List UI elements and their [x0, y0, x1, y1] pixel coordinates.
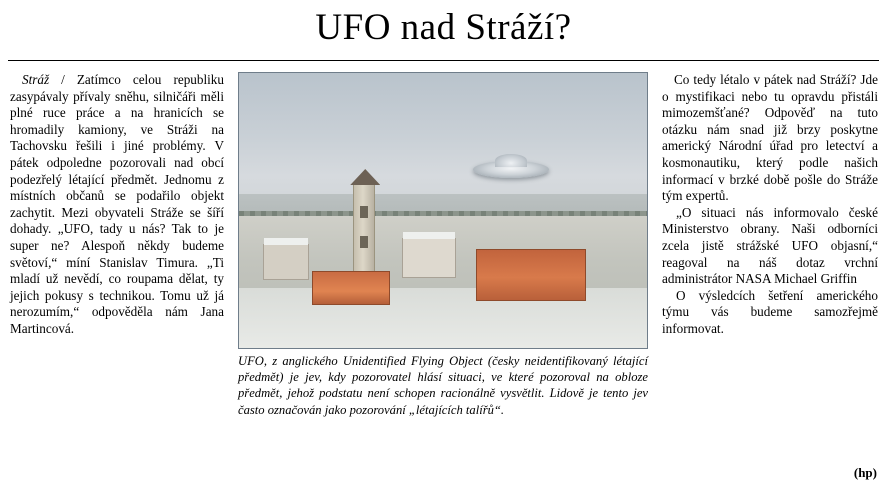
right-column-paragraph-2: „O situaci nás informovalo české Ministerstvo obrany. Naši odborníci zcela jistě strážské UFO objasní,“ reagoval na náš dotaz vrchní administrátor NASA Michael Griffin	[662, 204, 878, 287]
tower-window	[360, 206, 368, 218]
page-title: UFO nad Stráží?	[315, 7, 572, 48]
byline: (hp)	[853, 465, 877, 480]
right-column-paragraph-3: O výsledcích šetření amerického týmu vás budeme samozřejmě informovat.	[662, 287, 878, 336]
left-column-paragraph: Stráž / Zatímco celou republiku zasypávaly přívaly sněhu, silničáři měli plné ruce práce a na hranicích se hromadily kamiony, ve Stráži na Tachovsku řešili i jiné problémy. V pátek odpoledne pozorovali nad obcí podezřelý létající předmět. Jednomu z místních občanů se podařilo objekt zachytit. Mezi obyvateli Stráže se šíří dohady. „UFO, tady u nás? Tak to je super ne? Alespoň někdy budeme světoví,“ míní Stanislav Timura. „Ti mladí už nevědí, co roupama dělat, ty jejich pokusy s technikou. Tomu už já nerozumím,“ odpověděla nám Jana Martincová.	[10, 72, 224, 336]
article-right-column	[662, 72, 878, 338]
right-column-paragraph-1: Co tedy létalo v pátek nad Stráží? Jde o mystifikaci nebo tu opravdu přistáli mimozemšťané? Odpověď na tuto otázku nám snad již brzy poskytne americký Národní úřad pro letectví a kosmonautiku, který podle našich informací v brzké době pošle do Stráže tým expertů.	[662, 72, 878, 204]
red-roof-building-right	[476, 249, 586, 301]
ufo-photograph	[238, 72, 648, 349]
tower-window	[360, 236, 368, 248]
article-left-column	[10, 72, 224, 338]
figure-caption: UFO, z anglického Unidentified Flying Object (česky neidentifikovaný létající předmět) je jev, kdy pozorovatel hlásí situaci, ve které pozoroval na obloze předmět, jehož podstatu není schopen racionálně vysvětlit. Lidově je tento jev často označován jako pozorování „létajících talířů“.	[238, 354, 648, 417]
red-roof-building-left	[312, 271, 390, 305]
snow-field-region	[239, 288, 647, 349]
header-divider	[8, 60, 879, 61]
locality-lead: Stráž	[22, 72, 50, 87]
snow-roof	[264, 238, 308, 245]
house-center	[402, 238, 456, 278]
ufo-icon	[473, 161, 549, 178]
snow-roof	[403, 232, 455, 239]
house-left	[263, 244, 309, 280]
article-figure	[238, 72, 648, 418]
